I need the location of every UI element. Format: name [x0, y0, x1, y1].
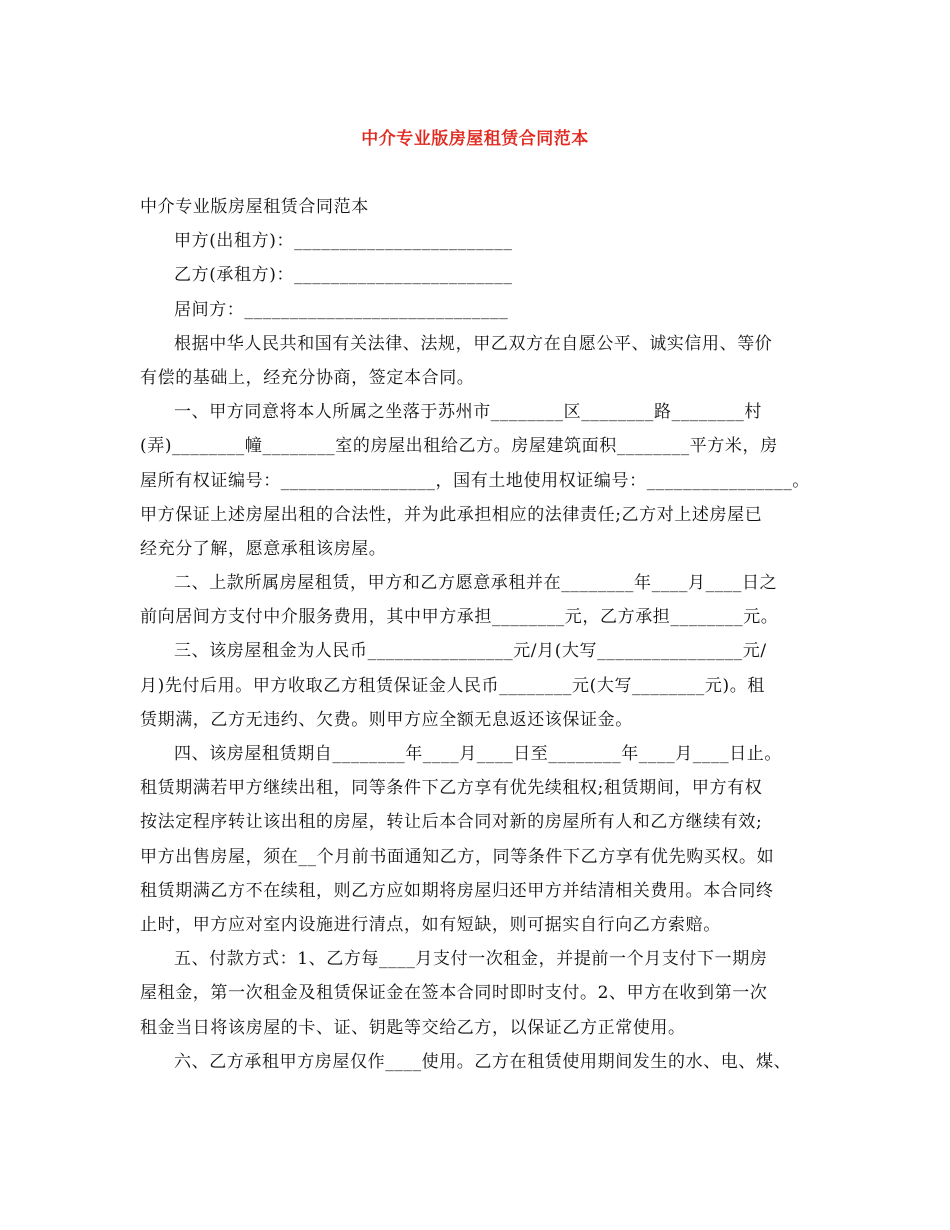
- body-line: 甲方出售房屋，须在__个月前书面通知乙方，同等条件下乙方享有优先购买权。如: [140, 846, 775, 867]
- party-b-line: 乙方(承租方)：________________________: [174, 265, 513, 286]
- body-line: 屋所有权证编号：_________________，国有土地使用权证编号：________________。: [140, 470, 810, 491]
- body-line: 止时，甲方应对室内设施进行清点，如有短缺，则可据实自行向乙方索赔。: [140, 914, 721, 935]
- body-line: 经充分了解，愿意承租该房屋。: [140, 538, 387, 559]
- body-line: 赁期满，乙方无违约、欠费。则甲方应全额无息返还该保证金。: [140, 709, 633, 730]
- body-line: 按法定程序转让该出租的房屋，转让后本合同对新的房屋所有人和乙方继续有效;: [140, 812, 763, 833]
- clause-6-line: 六、乙方承租甲方房屋仅作____使用。乙方在租赁使用期间发生的水、电、煤、: [174, 1051, 792, 1072]
- body-line: (弄)________幢________室的房屋出租给乙方。房屋建筑面积________平方米，房: [140, 436, 778, 457]
- body-line: 前向居间方支付中介服务费用，其中甲方承担________元，乙方承担________元。: [140, 607, 779, 628]
- clause-5-line: 五、付款方式：1、乙方每____月支付一次租金，并提前一个月支付下一期房: [174, 949, 768, 970]
- body-line: 租金当日将该房屋的卡、证、钥匙等交给乙方，以保证乙方正常使用。: [140, 1017, 686, 1038]
- party-a-line: 甲方(出租方)：________________________: [174, 231, 513, 252]
- body-line: 有偿的基础上，经充分协商，签定本合同。: [140, 367, 475, 388]
- document-title: 中介专业版房屋租赁合同范本: [361, 129, 589, 149]
- body-line: 根据中华人民共和国有关法律、法规，甲乙双方在自愿公平、诚实信用、等价: [174, 333, 773, 354]
- intermediary-line: 居间方：_____________________________: [174, 299, 509, 320]
- body-line: 屋租金，第一次租金及租赁保证金在签本合同时即时支付。2、甲方在收到第一次: [140, 983, 768, 1004]
- clause-1-line: 一、甲方同意将本人所属之坐落于苏州市________区________路________村: [174, 402, 762, 423]
- clause-2-line: 二、上款所属房屋租赁，甲方和乙方愿意承租并在________年____月____日之: [174, 573, 778, 594]
- body-line: 租赁期满若甲方继续出租，同等条件下乙方享有优先续租权;租赁期间，甲方有权: [140, 778, 763, 799]
- body-line: 月)先付后用。甲方收取乙方租赁保证金人民币________元(大写________元)。租: [140, 675, 765, 696]
- clause-3-line: 三、该房屋租金为人民币________________元/月(大写________________元/: [174, 641, 767, 662]
- document-body: [140, 190, 820, 1079]
- clause-4-line: 四、该房屋租赁期自________年____月____日至________年____月____日止。: [174, 744, 782, 764]
- body-line: 中介专业版房屋租赁合同范本: [140, 197, 369, 217]
- body-line: 租赁期满乙方不在续租，则乙方应如期将房屋归还甲方并结清相关费用。本合同终: [140, 880, 774, 901]
- body-line: 甲方保证上述房屋出租的合法性，并为此承担相应的法律责任;乙方对上述房屋已: [140, 504, 763, 525]
